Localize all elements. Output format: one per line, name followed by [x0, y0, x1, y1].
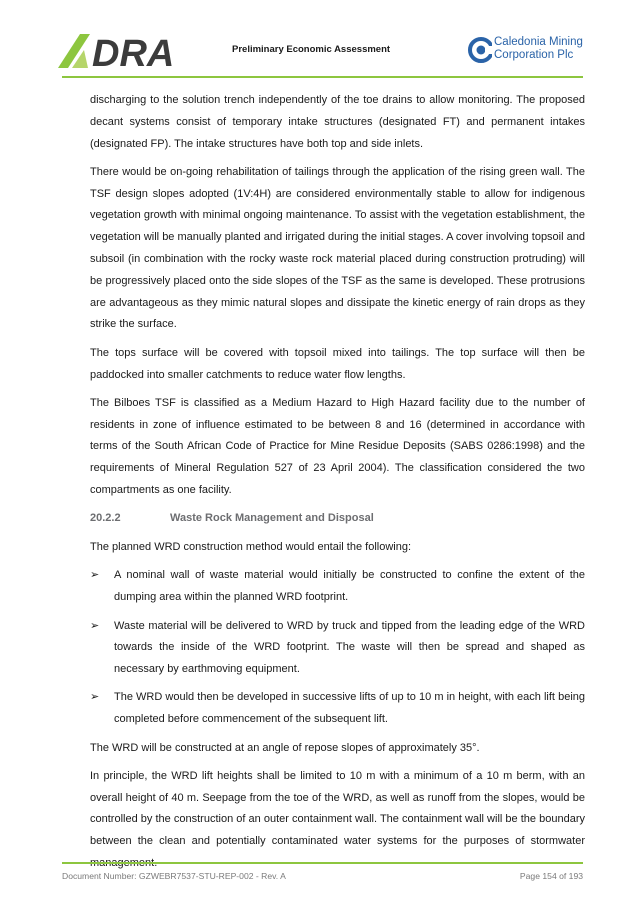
list-item [90, 565, 585, 609]
footer-divider [62, 862, 583, 864]
paragraph: The planned WRD construction method would entail the following: [90, 541, 412, 554]
caledonia-logo-line2: Corporation Plc [494, 49, 574, 61]
caledonia-emblem-icon [468, 36, 492, 64]
list-item-text: A nominal wall of waste material would initially be constructed to confine the extent of the dumping area within the planned WRD footprint. [114, 569, 585, 604]
section-title: Waste Rock Management and Disposal [170, 512, 374, 525]
paragraph: The Bilboes TSF is classified as a Medium Hazard to High Hazard facility due to the number of residents in zone of influence estimated to be between 8 and 16 (determined in accordance with terms of the South African Code of Practice for Mine Residue Deposits (SABS 0286:1998) and the requirements of Mineral Regulation 527 of 23 April 2004). The classification considered the two compartments as one facility. [90, 396, 585, 497]
list-item [90, 616, 585, 681]
caledonia-logo-line1: Caledonia Mining [494, 36, 583, 48]
paragraph: There would be on-going rehabilitation of tailings through the application of the rising green wall. The TSF design slopes adopted (1V:4H) are considered environmentally stable to allow for indigenous vegetation growth with minimal ongoing maintenance. To assist with the vegetation establishment, the vegetation will be manually planted and irrigated during the initial stages. A cover involving topsoil and subsoil (in combination with the rocky waste rock material placed during construction protruding) will be progressively placed onto the side slopes of the TSF as the same is developed. These protrusions are advantageous as they mimic natural slopes and dissipate the kinetic energy of rain drops as they strike the surface. [90, 165, 585, 331]
paragraph: The WRD will be constructed at an angle of repose slopes of approximately 35°. [90, 741, 480, 754]
bullet-arrow-icon: ➢ [90, 691, 100, 704]
paragraph: In principle, the WRD lift heights shall be limited to 10 m with a minimum of a 10 m berm, with an overall height of 40 m. Seepage from the toe of the WRD, as well as runoff from the slopes, would be controlled by the construction of an outer containment wall. The containment wall will be the boundary between the clean and potentially contaminated water systems for the purposes of stormwater [90, 769, 585, 848]
document-body [90, 90, 585, 881]
bullet-arrow-icon: ➢ [90, 619, 100, 632]
paragraph: discharging to the solution trench independently of the toe drains to allow monitoring. The proposed decant systems consist of temporary intake structures (designated FT) and permanent intakes (designated FP). The intake structures have both top and side inlets. [90, 94, 585, 150]
bullet-arrow-icon: ➢ [90, 569, 100, 582]
paragraph: The tops surface will be covered with topsoil mixed into tailings. The top surface will then be paddocked into smaller catchments to reduce water flow lengths. [90, 346, 585, 381]
section-heading [90, 508, 585, 530]
page-number: Page 154 of 193 [519, 871, 583, 881]
header-title: Preliminary Economic Assessment [232, 44, 391, 55]
list-item-text: Waste material will be delivered to WRD by truck and tipped from the leading edge of the WRD towards the inside of the WRD footprint. The waste will then be spread and shaped as necessary by earthmoving equipment. [114, 619, 585, 676]
document-number: Document Number: GZWEBR7537-STU-REP-002 - Rev. A [62, 871, 286, 881]
list-item-text: The WRD would then be developed in successive lifts of up to 10 m in height, with each lift being completed before commencement of the subsequent lift. [114, 691, 585, 726]
page-header [0, 0, 644, 80]
section-number: 20.2.2 [90, 512, 121, 525]
dra-logo-text: DRA [92, 33, 175, 70]
header-divider [62, 76, 583, 78]
list-item [90, 687, 585, 731]
page-footer [62, 871, 583, 881]
dra-logo [58, 30, 198, 70]
caledonia-logo [468, 36, 598, 68]
